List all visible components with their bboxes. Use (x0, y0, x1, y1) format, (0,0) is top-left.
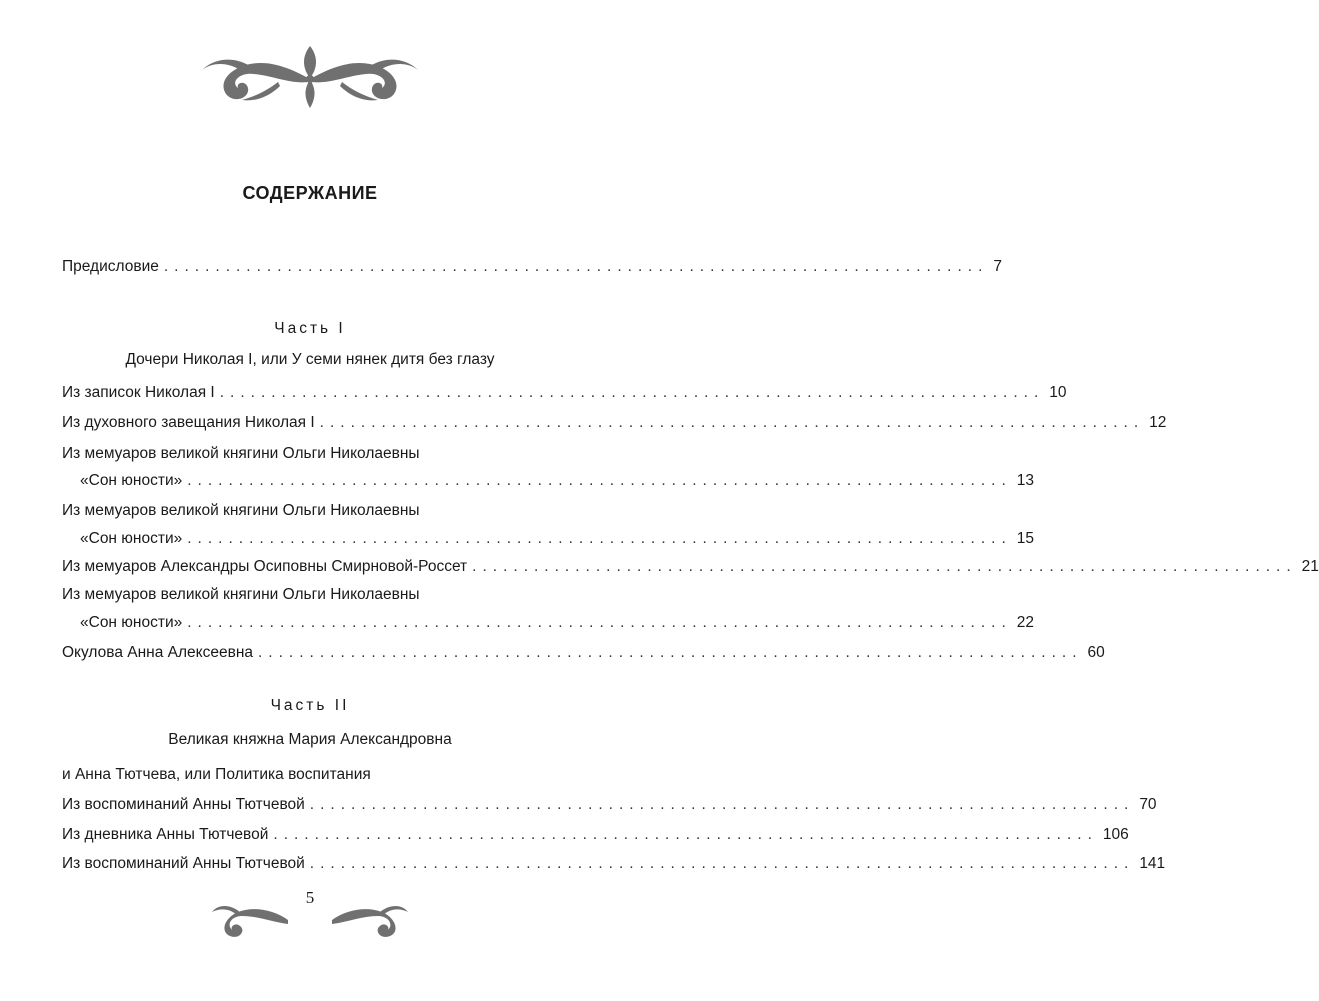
toc-entry (80, 530, 1034, 554)
toc-entry (62, 796, 1157, 820)
toc-entry-title: Из воспоминаний Анны Тютчевой (62, 855, 305, 872)
toc-entry-title: «Сон юности» (80, 614, 183, 631)
toc-entry-title: Из духовного завещания Николая I (62, 414, 315, 431)
toc-entry (62, 384, 1067, 408)
dot-leader: ................................................................................ (309, 855, 1135, 872)
page-number: 5 (305, 888, 315, 907)
toc-entry-title-line1: Из мемуаров великой княгини Ольги Николаевны (62, 586, 420, 603)
dot-leader: ................................................................................ (258, 644, 1083, 661)
toc-entry (80, 472, 1034, 496)
dot-leader: ................................................................................ (273, 826, 1098, 843)
part-heading: Часть II (270, 697, 350, 714)
dot-leader: ................................................................................ (187, 614, 1012, 631)
dot-leader: ................................................................................ (219, 384, 1045, 401)
footer-ornament-right-icon (330, 898, 410, 942)
dot-leader: ................................................................................ (472, 558, 1297, 575)
part-heading: Часть I (274, 320, 346, 337)
toc-entry-title-line1: Из мемуаров великой княгини Ольги Николаевны (62, 445, 420, 462)
dot-leader: ................................................................................ (187, 530, 1012, 547)
toc-entry-title: Из записок Николая I (62, 384, 215, 401)
toc-entry-page: 10 (1049, 384, 1067, 401)
toc-entry-title: Из воспоминаний Анны Тютчевой (62, 796, 305, 813)
toc-entry (62, 855, 1166, 879)
toc-entry-page: 60 (1087, 644, 1105, 661)
toc-entry-page: 7 (993, 258, 1002, 275)
part-subtitle: Великая княжна Мария Александровна (168, 731, 452, 748)
toc-entry-page: 106 (1102, 826, 1129, 843)
toc-entry (62, 258, 1002, 282)
dot-leader: ................................................................................ (319, 414, 1145, 431)
toc-entry (62, 558, 1319, 582)
toc-entry-page: 21 (1301, 558, 1319, 575)
part-subtitle: Дочери Николая I, или У семи нянек дитя без глазу (125, 351, 495, 368)
toc-entry-title: Предисловие (62, 258, 159, 275)
toc-entry-title: Окулова Анна Алексеевна (62, 644, 253, 661)
toc-entry (80, 614, 1034, 638)
part-subtitle-continuation: и Анна Тютчева, или Политика воспитания (62, 766, 371, 783)
toc-entry-title: Из мемуаров Александры Осиповны Смирновой-Россет (62, 558, 468, 575)
floral-ornament-icon (190, 38, 430, 118)
toc-entry-page: 141 (1139, 855, 1166, 872)
toc-entry (62, 644, 1105, 668)
toc-entry (62, 414, 1167, 438)
toc-entry-page: 15 (1016, 530, 1034, 547)
page-title: СОДЕРЖАНИЕ (242, 183, 378, 203)
toc-entry (62, 826, 1129, 850)
toc-entry-title-line1: Из мемуаров великой княгини Ольги Николаевны (62, 502, 420, 519)
toc-entry-page: 13 (1016, 472, 1034, 489)
toc-entry-page: 70 (1139, 796, 1157, 813)
toc-entry-title: «Сон юности» (80, 472, 183, 489)
dot-leader: ................................................................................ (187, 472, 1012, 489)
toc-entry-page: 12 (1149, 414, 1167, 431)
toc-entry-title: Из дневника Анны Тютчевой (62, 826, 269, 843)
toc-entry-title: «Сон юности» (80, 530, 183, 547)
dot-leader: ................................................................................ (163, 258, 989, 275)
dot-leader: ................................................................................ (309, 796, 1135, 813)
toc-entry-page: 22 (1016, 614, 1034, 631)
